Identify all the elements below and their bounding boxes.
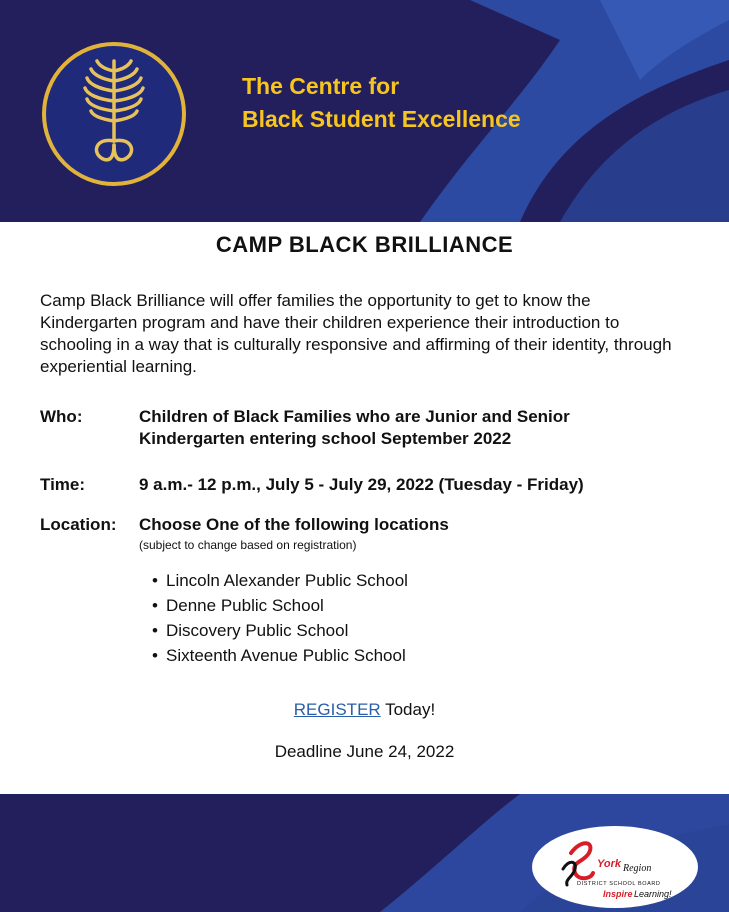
- school-name: Discovery Public School: [166, 621, 349, 640]
- who-value-line-2: Kindergarten entering school September 2022: [139, 429, 512, 448]
- list-item: [152, 593, 408, 618]
- location-note: (subject to change based on registration): [139, 538, 357, 552]
- list-item: [152, 643, 408, 668]
- bullet-icon: •: [152, 596, 158, 615]
- page-title: CAMP BLACK BRILLIANCE: [215, 232, 514, 257]
- school-name: Sixteenth Avenue Public School: [166, 646, 406, 665]
- bullet-icon: •: [152, 571, 158, 590]
- intro-paragraph: Camp Black Brilliance will offer families the opportunity to get to know the Kindergarten program and have their children experience their introduction to schooling in a way that is culturally responsive and affirming of their identity, through experiential learning.: [40, 291, 672, 376]
- header-banner: [0, 0, 729, 222]
- register-line: [0, 700, 729, 720]
- logo-name: York: [597, 858, 622, 870]
- location-value: Choose One of the following locations: [139, 515, 449, 534]
- list-item: [152, 618, 408, 643]
- org-name-line-2: Black Student Excellence: [242, 106, 521, 132]
- bullet-icon: •: [152, 621, 158, 640]
- school-name: Denne Public School: [166, 596, 324, 615]
- register-suffix: Today!: [380, 700, 436, 719]
- logo-board: DISTRICT SCHOOL BOARD: [577, 881, 661, 887]
- list-item: [152, 568, 408, 593]
- golden-palm-tree-logo-icon: [41, 41, 187, 187]
- footer-banner: [0, 794, 729, 912]
- who-value: [139, 406, 699, 450]
- school-list: [152, 568, 408, 668]
- logo-region: Region: [623, 863, 652, 874]
- who-value-line-1: Children of Black Families who are Junior and Senior: [139, 407, 570, 426]
- york-region-dsb-logo-icon: [531, 825, 699, 909]
- who-label: Who:: [40, 407, 83, 426]
- deadline-text: Deadline June 24, 2022: [274, 742, 455, 761]
- organization-name: [242, 70, 642, 136]
- bullet-icon: •: [152, 646, 158, 665]
- time-label: Time:: [40, 475, 86, 494]
- logo-tagline-bold: Inspire: [603, 889, 633, 899]
- org-name-line-1: The Centre for: [242, 73, 400, 99]
- register-link[interactable]: REGISTER: [293, 700, 381, 719]
- time-value: 9 a.m.- 12 p.m., July 5 - July 29, 2022 (Tuesday - Friday): [139, 475, 584, 494]
- location-label: Location:: [40, 515, 117, 534]
- logo-tagline: Learning!: [634, 889, 672, 899]
- school-name: Lincoln Alexander Public School: [166, 571, 408, 590]
